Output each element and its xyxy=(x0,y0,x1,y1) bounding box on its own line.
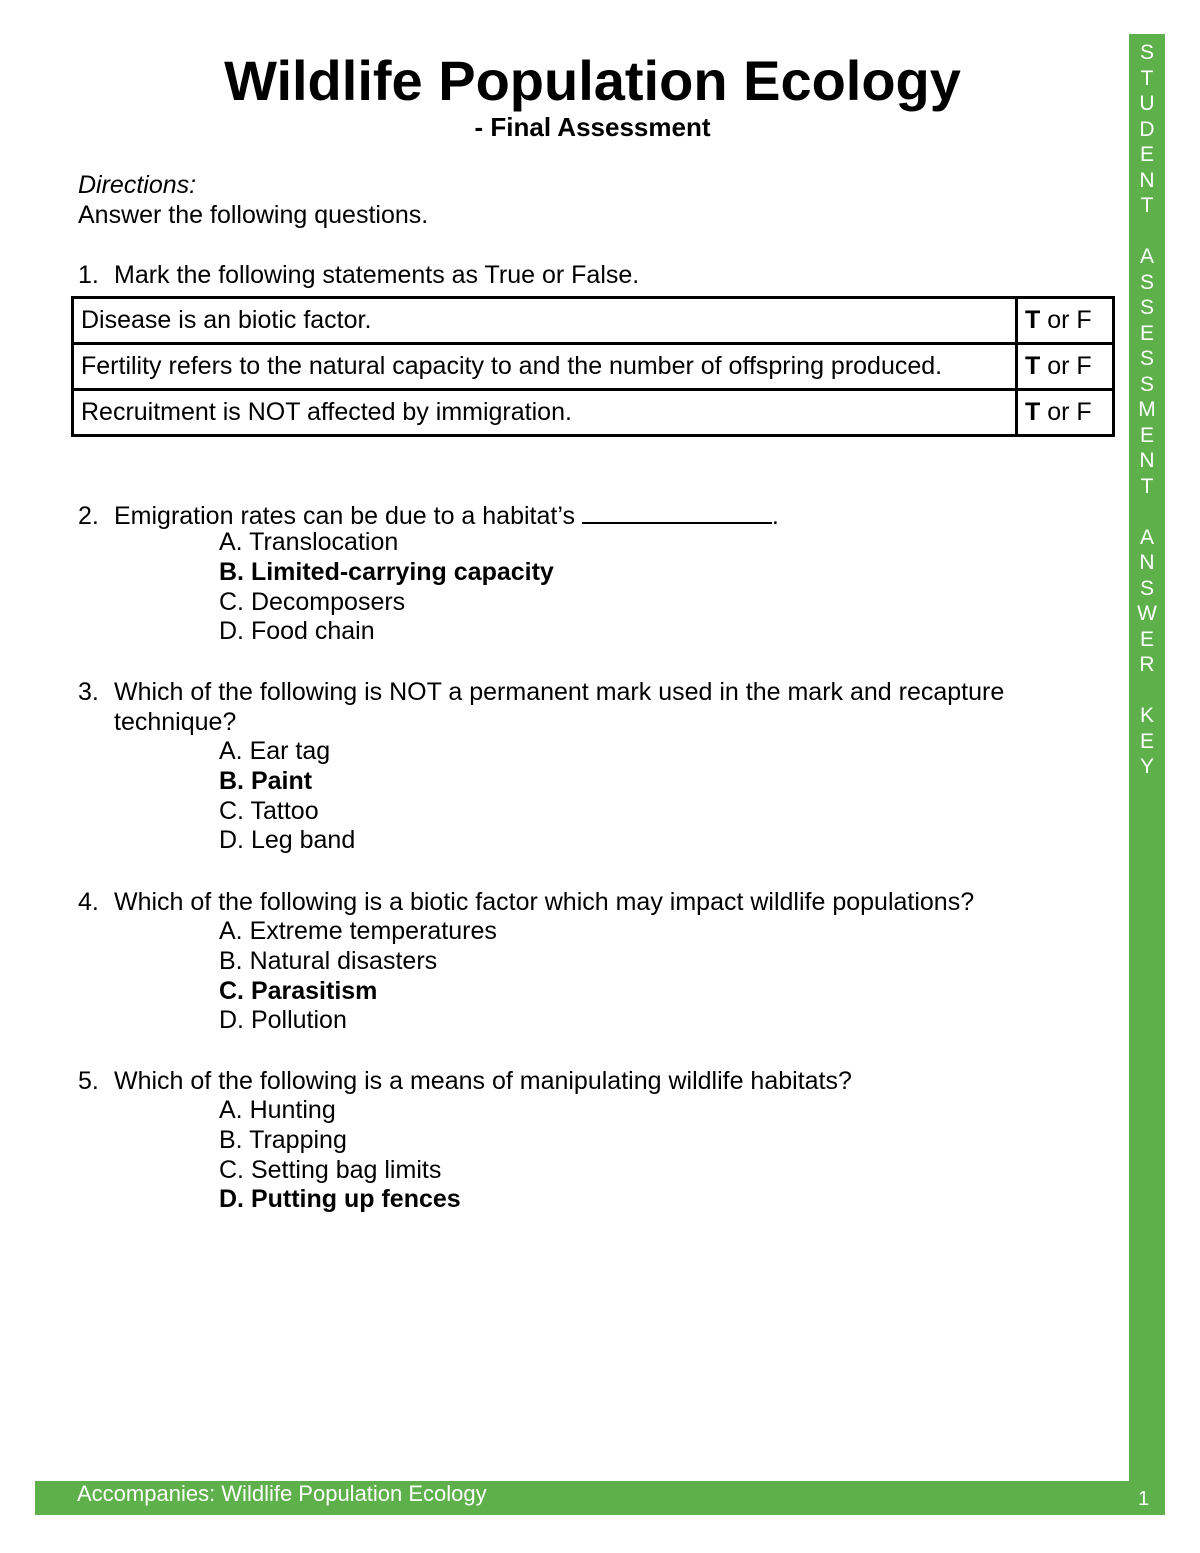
sidebar-letter: W xyxy=(1137,602,1157,625)
sidebar-letter: D xyxy=(1139,117,1155,141)
tf-answer-or-f: or F xyxy=(1040,398,1092,426)
option: C. Tattoo xyxy=(219,796,319,825)
option: B. Natural disasters xyxy=(219,946,438,975)
question-5 xyxy=(78,1066,852,1096)
question-number: 1. xyxy=(78,261,99,289)
tf-answer-t: T xyxy=(1025,352,1041,380)
true-false-table xyxy=(71,296,1115,437)
question-4 xyxy=(78,887,974,917)
option: D. Food chain xyxy=(219,617,375,646)
sidebar-letter: R xyxy=(1139,653,1155,676)
sidebar-letter: A xyxy=(1139,525,1154,549)
table-row xyxy=(73,390,1114,436)
options-q2 xyxy=(219,528,554,647)
sidebar-letter: E xyxy=(1139,143,1154,166)
options-q4 xyxy=(219,917,497,1036)
sidebar-letter xyxy=(1129,499,1165,525)
question-3 xyxy=(78,677,1004,707)
question-text: Which of the following is a biotic factor which may impact wildlife populations? xyxy=(114,888,975,916)
sidebar-letter: E xyxy=(1139,627,1154,651)
sidebar-letter xyxy=(1129,678,1165,704)
table-row xyxy=(73,298,1114,344)
tf-statement: Disease is an biotic factor. xyxy=(73,298,1017,344)
sidebar-letter: N xyxy=(1139,168,1155,192)
option: A. Extreme temperatures xyxy=(219,917,497,945)
option-correct: B. Limited-carrying capacity xyxy=(219,557,554,586)
tf-statement: Fertility refers to the natural capacity to and the number of offspring produced. xyxy=(73,344,1017,390)
sidebar-letter: S xyxy=(1139,347,1154,370)
option: D. Leg band xyxy=(219,826,356,855)
option-correct: B. Paint xyxy=(219,766,313,795)
tf-answer xyxy=(1017,390,1114,436)
tf-answer-or-f: or F xyxy=(1040,306,1092,334)
option: C. Setting bag limits xyxy=(219,1155,442,1184)
sidebar-letter xyxy=(1129,219,1165,245)
tf-answer xyxy=(1017,298,1114,344)
sidebar-letter: E xyxy=(1139,729,1154,753)
question-2 xyxy=(78,498,779,531)
question-1 xyxy=(78,260,639,290)
sidebar-letter: M xyxy=(1138,398,1156,421)
sidebar-letter: K xyxy=(1139,704,1154,727)
option: B. Trapping xyxy=(219,1125,347,1154)
question-end: . xyxy=(771,502,779,530)
option-correct: D. Putting up fences xyxy=(219,1185,461,1214)
sidebar-letter: S xyxy=(1139,372,1154,396)
question-text: Which of the following is a means of manipulating wildlife habitats? xyxy=(114,1067,852,1095)
sidebar-letter: S xyxy=(1139,41,1154,64)
question-text: Emigration rates can be due to a habitat’s xyxy=(114,502,575,530)
question-text: Mark the following statements as True or False. xyxy=(114,261,640,289)
sidebar-letter: T xyxy=(1140,194,1154,217)
tf-statement: Recruitment is NOT affected by immigration. xyxy=(73,390,1017,436)
page-subtitle: - Final Assessment xyxy=(474,112,711,142)
option: A. Ear tag xyxy=(219,737,331,765)
option: A. Hunting xyxy=(219,1096,336,1124)
sidebar-letter: T xyxy=(1140,474,1154,498)
tf-answer-t: T xyxy=(1025,306,1041,334)
sidebar-letter: N xyxy=(1139,449,1155,472)
option: A. Translocation xyxy=(219,528,399,556)
sidebar-letter: A xyxy=(1139,245,1154,268)
question-number: 4. xyxy=(78,888,99,916)
sidebar-letter: S xyxy=(1139,296,1154,319)
table-row xyxy=(73,344,1114,390)
option: D. Pollution xyxy=(219,1006,347,1035)
page-title: Wildlife Population Ecology xyxy=(224,49,961,112)
options-q3 xyxy=(219,737,355,856)
page-number: 1 xyxy=(1138,1488,1150,1510)
tf-answer-t: T xyxy=(1025,398,1041,426)
tf-answer-or-f: or F xyxy=(1040,352,1092,380)
directions-text: Answer the following questions. xyxy=(78,201,429,229)
question-number: 2. xyxy=(78,502,99,530)
sidebar-letter: Y xyxy=(1139,755,1154,778)
sidebar-letter: E xyxy=(1139,423,1154,447)
answer-blank xyxy=(582,498,772,524)
footer-text: Accompanies: Wildlife Population Ecology xyxy=(77,1481,487,1506)
question-text: Which of the following is NOT a permanent mark used in the mark and recapture xyxy=(114,678,1005,706)
option: C. Decomposers xyxy=(219,587,406,616)
question-3-line-2: technique? xyxy=(114,708,237,736)
tf-answer xyxy=(1017,344,1114,390)
question-number: 5. xyxy=(78,1067,99,1095)
sidebar-vertical-label xyxy=(1129,40,1165,780)
sidebar-letter: N xyxy=(1139,551,1155,574)
sidebar-letter: T xyxy=(1140,66,1154,90)
option-correct: C. Parasitism xyxy=(219,976,378,1005)
question-number: 3. xyxy=(78,678,99,706)
sidebar-letter: S xyxy=(1139,576,1154,600)
sidebar-letter: U xyxy=(1139,92,1155,115)
sidebar-letter: E xyxy=(1139,321,1154,345)
sidebar-letter: S xyxy=(1139,270,1154,294)
options-q5 xyxy=(219,1096,461,1215)
directions-label: Directions: xyxy=(78,171,197,199)
